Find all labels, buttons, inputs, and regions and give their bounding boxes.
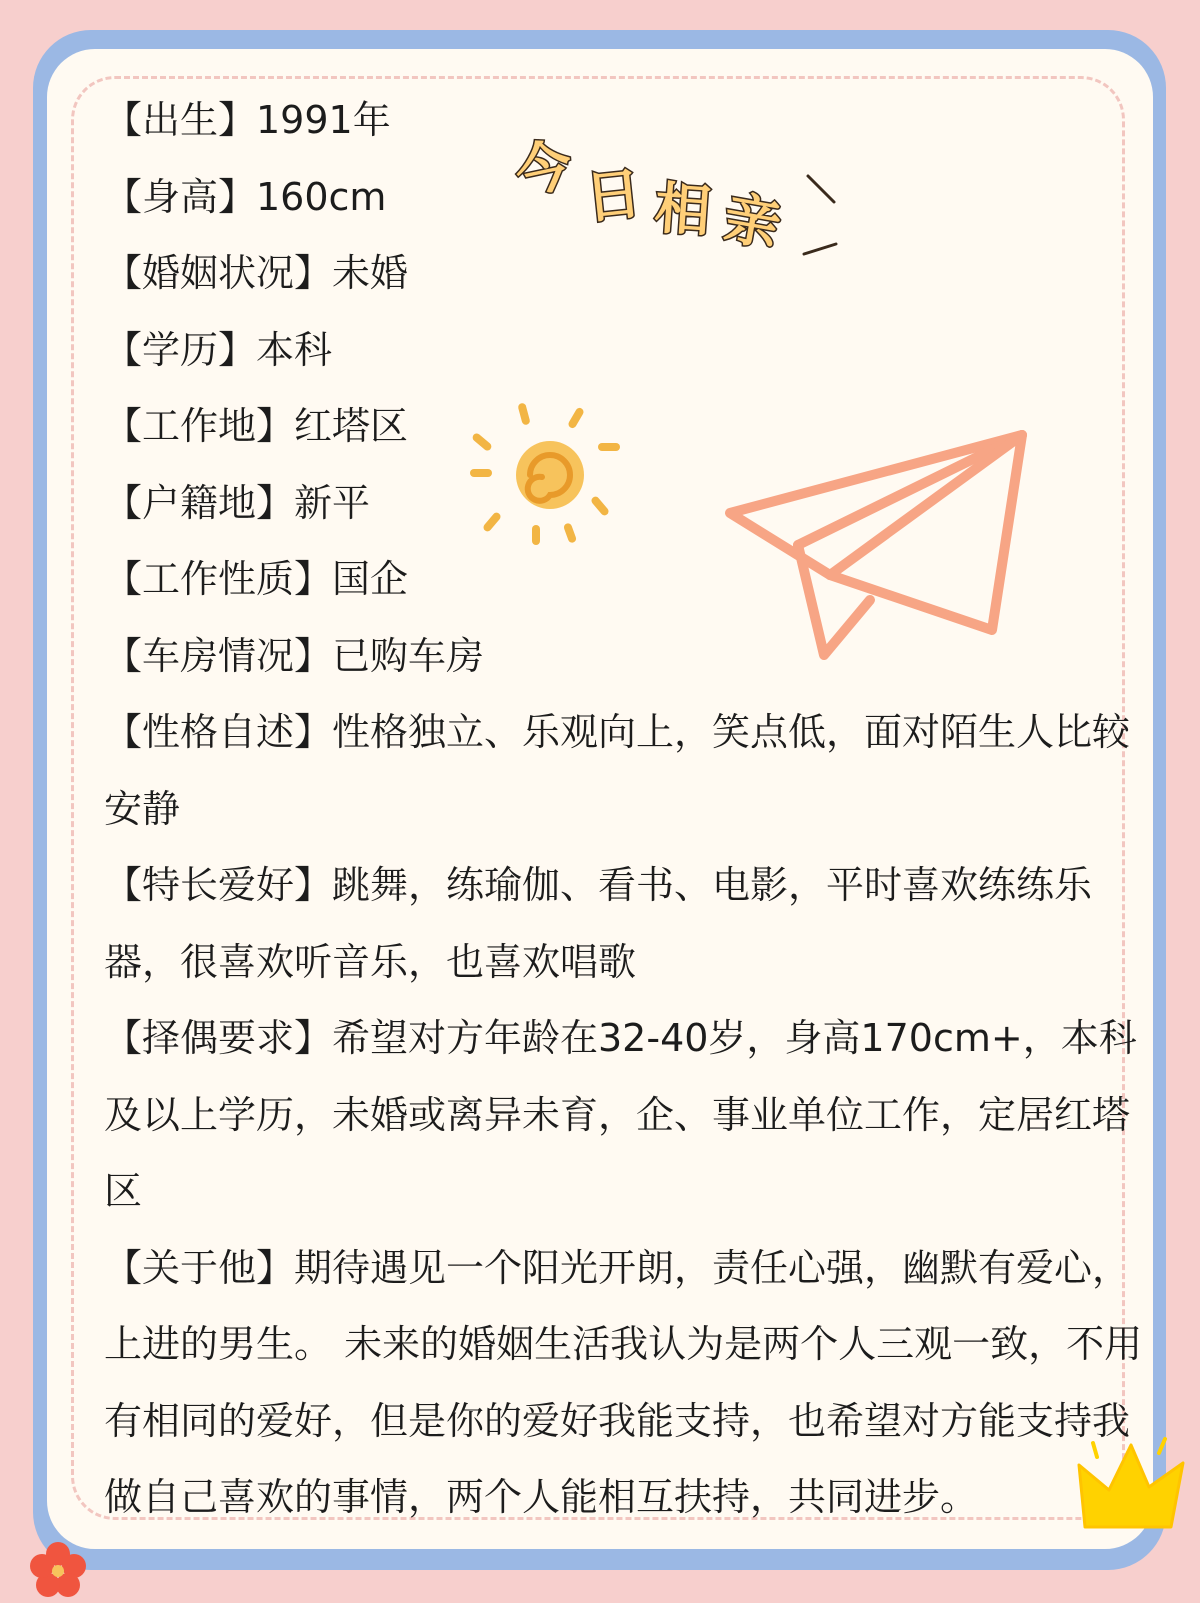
title-char-1: 今: [509, 131, 579, 208]
line-workplace: 【工作地】红塔区: [104, 404, 409, 448]
flower-icon: [28, 1540, 88, 1600]
line-hometown: 【户籍地】新平: [104, 480, 371, 525]
crown-icon: [1075, 1435, 1190, 1545]
line-height: 【身高】160cm: [104, 174, 387, 219]
line-job-type: 【工作性质】国企: [104, 557, 409, 601]
title-char-3: 相: [652, 176, 713, 245]
line-about-him-3: 有相同的爱好，但是你的爱好我能支持，也希望对方能支持我: [104, 1398, 1131, 1443]
line-personality-2: 安静: [104, 786, 181, 831]
line-requirements-2: 及以上学历，未婚或离异未育，企、事业单位工作，定居红塔: [104, 1092, 1131, 1137]
title-char-2: 日: [582, 161, 645, 232]
line-hobbies-2: 器，很喜欢听音乐，也喜欢唱歌: [104, 939, 637, 984]
profile-text: [104, 82, 1143, 1536]
line-about-him-2: 上进的男生。 未来的婚姻生活我认为是两个人三观一致，不用: [104, 1322, 1143, 1366]
line-birth: 【出生】1991年: [104, 98, 391, 142]
line-car-house: 【车房情况】已购车房: [104, 633, 485, 678]
title-char-4: 亲: [719, 185, 786, 260]
line-about-him-1: 【关于他】期待遇见一个阳光开朗，责任心强，幽默有爱心，: [104, 1245, 1131, 1290]
line-about-him-4: 做自己喜欢的事情，两个人能相互扶持，共同进步。: [104, 1475, 979, 1519]
line-personality-1: 【性格自述】性格独立、乐观向上，笑点低，面对陌生人比较: [104, 710, 1131, 754]
line-education: 【学历】本科: [104, 327, 333, 372]
line-requirements-1: 【择偶要求】希望对方年龄在32-40岁，身高170cm+，本科: [104, 1016, 1137, 1060]
line-hobbies-1: 【特长爱好】跳舞，练瑜伽、看书、电影，平时喜欢练练乐: [104, 863, 1093, 907]
line-requirements-3: 区: [104, 1169, 143, 1213]
line-marital-status: 【婚姻状况】未婚: [104, 251, 409, 295]
